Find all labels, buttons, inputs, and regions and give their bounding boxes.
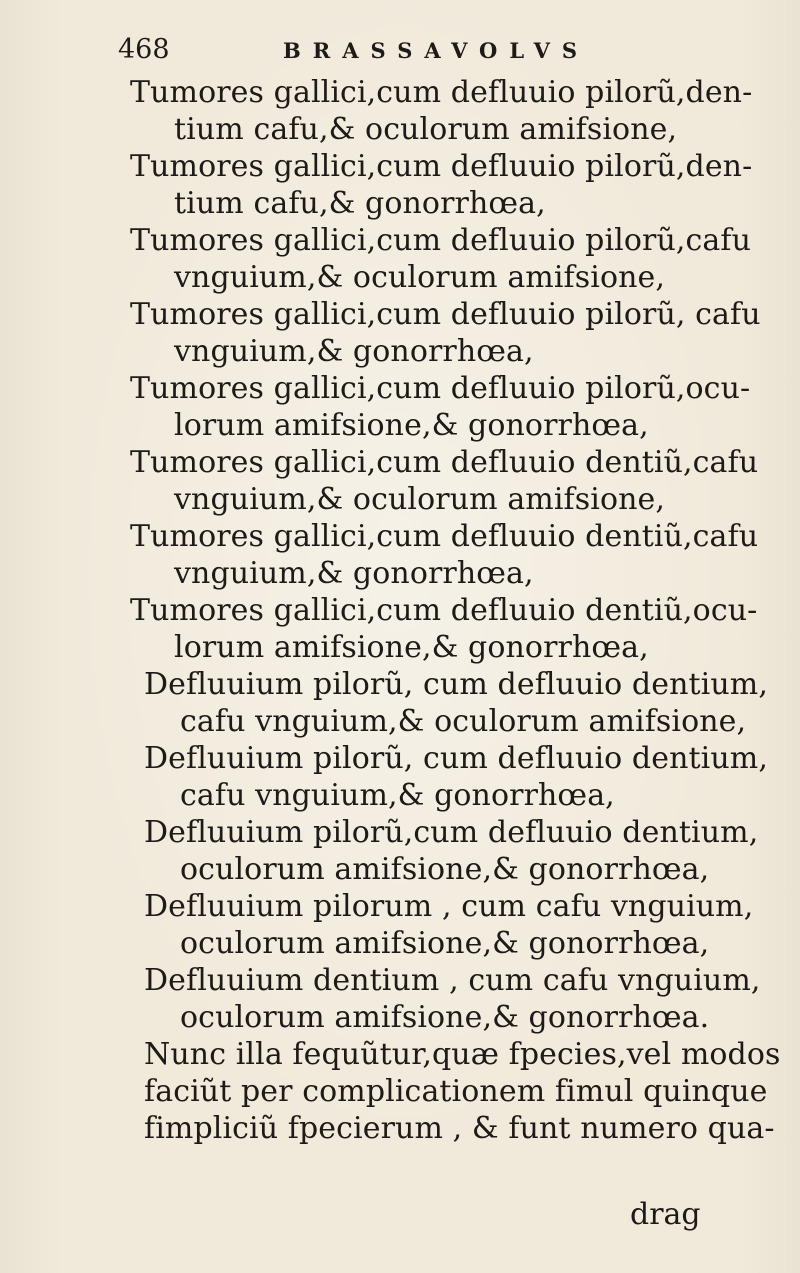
page-header	[118, 34, 638, 70]
text-line: Tumores gallici,cum defluuio pilorũ,cafu	[130, 223, 752, 258]
text-line: lorum amifsione,& gonorrhœa,	[174, 408, 649, 443]
text-line: vnguium,& gonorrhœa,	[174, 556, 534, 591]
text-line: vnguium,& gonorrhœa,	[174, 334, 534, 369]
text-line: Tumores gallici,cum defluuio dentiũ,cafu	[130, 445, 759, 480]
text-line: Tumores gallici,cum defluuio pilorũ,den-	[130, 149, 753, 184]
text-line: lorum amifsione,& gonorrhœa,	[174, 630, 649, 665]
text-line: Defluuium dentium , cum cafu vnguium,	[144, 963, 761, 998]
running-head: BRASSAVOLVS	[283, 38, 590, 63]
catchword: drag	[630, 1197, 701, 1232]
text-line: cafu vnguium,& gonorrhœa,	[180, 778, 615, 813]
text-line: Tumores gallici,cum defluuio pilorũ, cafu	[130, 297, 761, 332]
text-line: oculorum amifsione,& gonorrhœa.	[180, 1000, 710, 1035]
text-line: Defluuium pilorũ, cum defluuio dentium,	[144, 741, 768, 776]
text-line: oculorum amifsione,& gonorrhœa,	[180, 926, 710, 961]
text-line: cafu vnguium,& oculorum amifsione,	[180, 704, 747, 739]
text-line: Tumores gallici,cum defluuio pilorũ,den-	[130, 75, 753, 110]
text-line: oculorum amifsione,& gonorrhœa,	[180, 852, 710, 887]
text-line: tium cafu,& oculorum amifsione,	[174, 112, 678, 147]
text-line: Tumores gallici,cum defluuio dentiũ,cafu	[130, 519, 759, 554]
text-line: faciũt per complicationem fimul quinque	[144, 1074, 768, 1109]
text-line: vnguium,& oculorum amifsione,	[174, 260, 666, 295]
text-line: Defluuium pilorũ, cum defluuio dentium,	[144, 667, 768, 702]
text-line: vnguium,& oculorum amifsione,	[174, 482, 666, 517]
text-line: Nunc illa fequũtur,quæ fpecies,vel modos	[144, 1037, 781, 1072]
text-line: Tumores gallici,cum defluuio dentiũ,ocu-	[130, 593, 758, 628]
text-line: tium cafu,& gonorrhœa,	[174, 186, 546, 221]
text-line: Defluuium pilorum , cum cafu vnguium,	[144, 889, 754, 924]
text-line: Tumores gallici,cum defluuio pilorũ,ocu-	[130, 371, 751, 406]
page-number: 468	[118, 34, 170, 65]
text-line: Defluuium pilorũ,cum defluuio dentium,	[144, 815, 759, 850]
text-line: fimpliciũ fpecierum , & funt numero qua-	[144, 1111, 775, 1146]
